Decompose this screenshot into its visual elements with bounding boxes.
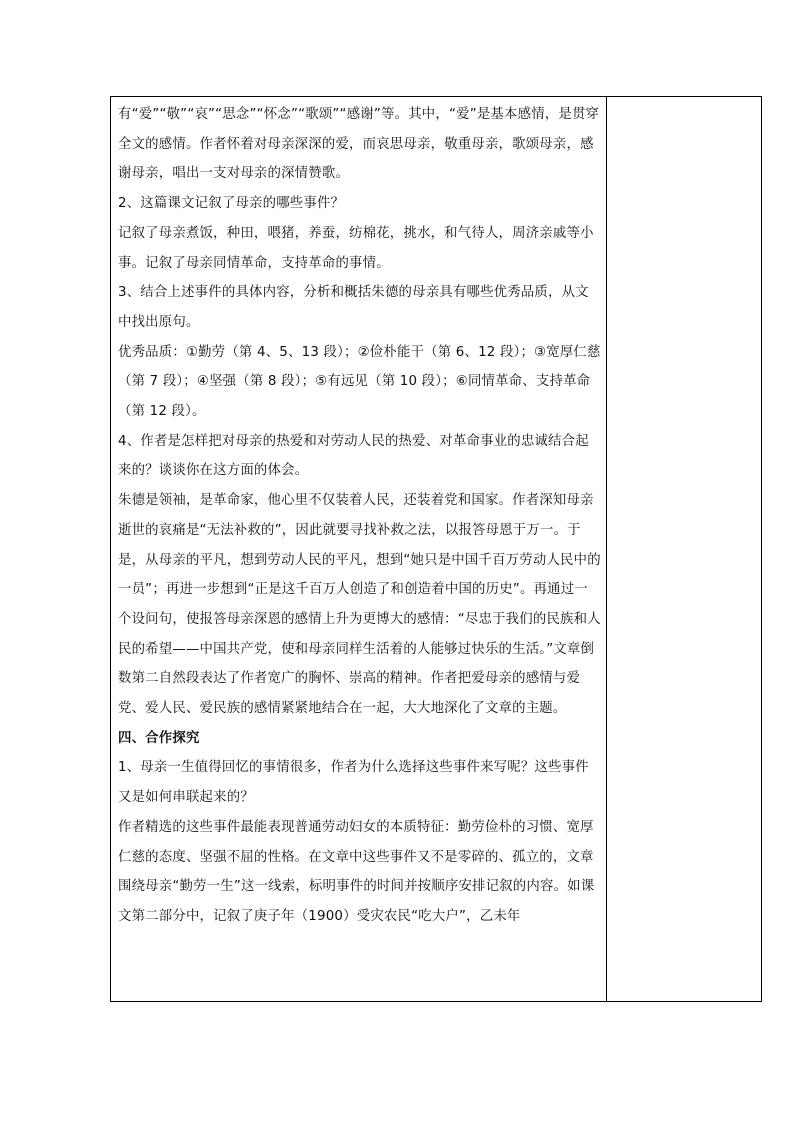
answer: 作者精选的这些事件最能表现普通劳动妇女的本质特征：勤劳俭朴的习惯、宽厚仁慈的态度、坚强不屈的性格。在文章中这些事件又不是零碎的、孤立的，文章围绕母亲“勤劳一生”这一线索，标明事件的时间并按顺序安排记叙的内容。如课文第二部分中，记叙了庚子年（1900）受灾农民“吃大户”，乙未年	[118, 819, 595, 924]
question: 4、作者是怎样把对母亲的热爱和对劳动人民的热爱、对革命事业的忠诚结合起来的？谈谈你在这方面的体会。	[118, 433, 589, 479]
answer: 记叙了母亲煮饭，种田，喂猪，养蚕，纺棉花，挑水，和气待人，周济亲戚等小事。记叙了母亲同情革命，支持革命的事情。	[118, 225, 594, 271]
lesson-table	[110, 96, 762, 1002]
question: 3、结合上述事件的具体内容，分析和概括朱德的母亲具有哪些优秀品质，从文中找出原句。	[118, 285, 589, 330]
question: 2、这篇课文记叙了母亲的哪些事件？	[118, 196, 345, 212]
answer: 优秀品质：①勤劳（第 4、5、13 段）；②俭朴能干（第 6、12 段）；③宽厚仁慈（第 7 段）；④坚强（第 8 段）；⑤有远见（第 10 段）；⑥同情革命、支持革命（第 12 段）。	[118, 344, 601, 420]
notes-cell	[607, 97, 761, 1001]
section-heading: 四、合作探究	[118, 730, 200, 746]
question: 1、母亲一生值得回忆的事情很多，作者为什么选择这些事件来写呢？这些事件又是如何串联起来的？	[118, 760, 589, 806]
answer: 朱德是领袖，是革命家，他心里不仅装着人民，还装着党和国家。作者深知母亲逝世的哀痛是“无法补救的”，因此就要寻找补救之法，以报答母恩于万一。于是，从母亲的平凡，想到劳动人民的平凡，想到“她只是中国千百万劳动人民中的一员”；再进一步想到“正是这千百万人创造了和创造着中国的历史”。再通过一个设问句，使报答母亲深恩的感情上升为更博大的感情：“尽忠于我们的民族和人民的希望——中国共产党，使和母亲同样生活着的人能够过快乐的生活。”文章倒数第二自然段表达了作者宽广的胸怀、崇高的精神。作者把爱母亲的感情与爱党、爱人民、爱民族的感情紧紧地结合在一起，大大地深化了文章的主题。	[118, 493, 601, 717]
main-content-cell	[118, 100, 601, 932]
paragraph: 有“爱”“敬”“哀”“思念”“怀念”“歌颂”“感谢”等。其中，“爱”是基本感情，是贯穿全文的感情。作者怀着对母亲深深的爱，而哀思母亲，敬重母亲，歌颂母亲，感谢母亲，唱出一支对母亲的深情赞歌。	[118, 107, 600, 182]
